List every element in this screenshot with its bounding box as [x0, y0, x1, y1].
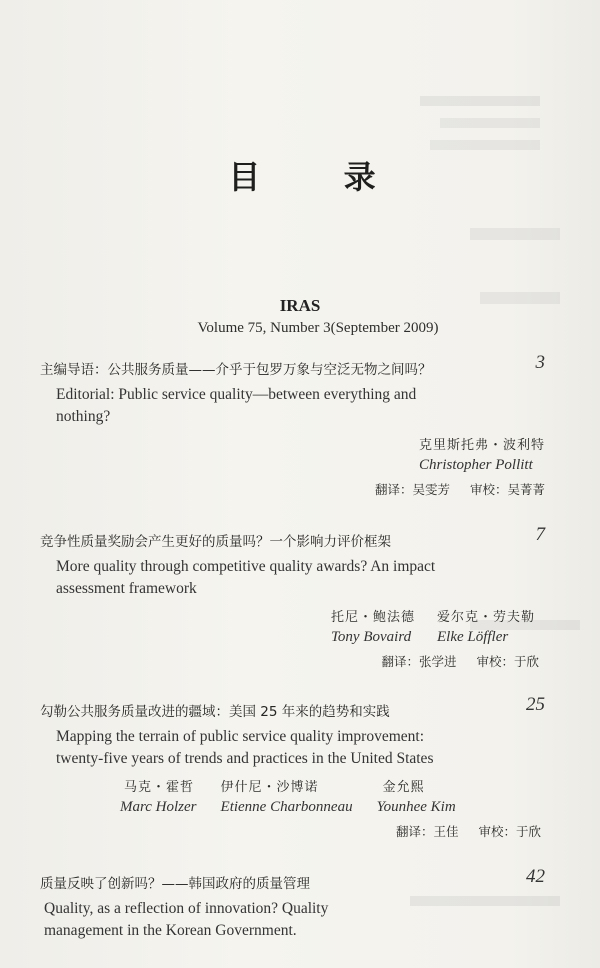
- entry-english-title: [44, 898, 545, 942]
- author-english-name: Tony Bovaird: [330, 629, 412, 645]
- author-english-name: Marc Holzer: [120, 799, 197, 815]
- entry-chinese-title: 质量反映了创新吗？——韩国政府的质量管理: [40, 876, 310, 892]
- translation-credits: [40, 480, 545, 498]
- entry-chinese-title: 主编导语：公共服务质量——介乎于包罗万象与空泛无物之间吗？: [40, 362, 432, 378]
- entry-english-title: [56, 384, 545, 428]
- author-chinese-name: 爱尔克・劳夫勒: [436, 610, 535, 625]
- author-list: [40, 434, 545, 474]
- english-title-line: nothing?: [56, 408, 111, 425]
- reviewer: 审校：于欣: [476, 654, 539, 669]
- author-chinese-name: 马克・霍哲: [124, 780, 195, 795]
- english-title-line: Editorial: Public service quality—between everything and: [56, 386, 417, 403]
- author-english-name: Christopher Pollitt: [418, 457, 533, 473]
- entry-page-number: 42: [526, 866, 545, 887]
- entry-page-number: 25: [526, 694, 545, 715]
- english-title-line: Mapping the terrain of public service quality improvement:: [56, 728, 425, 745]
- reviewer: 审校：于欣: [478, 824, 541, 839]
- author-list: [120, 776, 545, 816]
- entry-english-title: [56, 726, 545, 770]
- translation-credits: [40, 822, 541, 840]
- author-english-name: Younhee Kim: [376, 799, 456, 815]
- author: [377, 776, 456, 816]
- english-title-line: management in the Korean Government.: [44, 922, 297, 939]
- english-title-line: Quality, as a reflection of innovation? Quality: [44, 900, 329, 917]
- author-chinese-name: 金允熙: [382, 780, 425, 795]
- entry-chinese-title: 竞争性质量奖励会产生更好的质量吗？一个影响力评价框架: [40, 534, 391, 550]
- toc-entry: [40, 352, 545, 498]
- author: [419, 434, 545, 474]
- translator: 翻译：王佳: [395, 824, 459, 839]
- english-title-line: twenty-five years of trends and practices in the United States: [56, 750, 434, 767]
- author-english-name: Etienne Charbonneau: [220, 799, 353, 815]
- bleed-through-mark: [430, 140, 540, 150]
- journal-name: IRAS: [279, 296, 321, 315]
- translation-credits: [40, 652, 539, 670]
- toc-entry: [40, 524, 545, 670]
- entry-page-number: 7: [535, 524, 545, 545]
- toc-entry: [40, 694, 545, 840]
- author-chinese-name: 克里斯托弗・波利特: [418, 438, 545, 453]
- entry-chinese-title: 勾勒公共服务质量改进的疆域：美国 25 年来的趋势和实践: [40, 704, 390, 720]
- translator: 翻译：吴雯芳: [374, 482, 450, 497]
- author-english-name: Elke Löffler: [436, 629, 509, 645]
- author: [221, 776, 353, 816]
- toc-entry: [40, 866, 545, 942]
- bleed-through-mark: [470, 228, 560, 240]
- author-chinese-name: 托尼・鲍法德: [330, 610, 415, 625]
- author: [331, 606, 415, 646]
- translator: 翻译：张学进: [381, 654, 457, 669]
- author-list: [40, 606, 535, 646]
- author: [437, 606, 535, 646]
- english-title-line: assessment framework: [56, 580, 197, 597]
- journal-issue: Volume 75, Number 3(September 2009): [197, 320, 439, 336]
- english-title-line: More quality through competitive quality awards? An impact: [56, 558, 436, 575]
- bleed-through-mark: [420, 96, 540, 106]
- author-chinese-name: 伊什尼・沙博诺: [220, 780, 319, 795]
- entry-page-number: 3: [535, 352, 545, 373]
- author: [120, 776, 197, 816]
- reviewer: 审校：吴菁菁: [469, 482, 545, 497]
- entry-english-title: [56, 556, 545, 600]
- page-title: 目 录: [228, 158, 412, 196]
- bleed-through-mark: [440, 118, 540, 128]
